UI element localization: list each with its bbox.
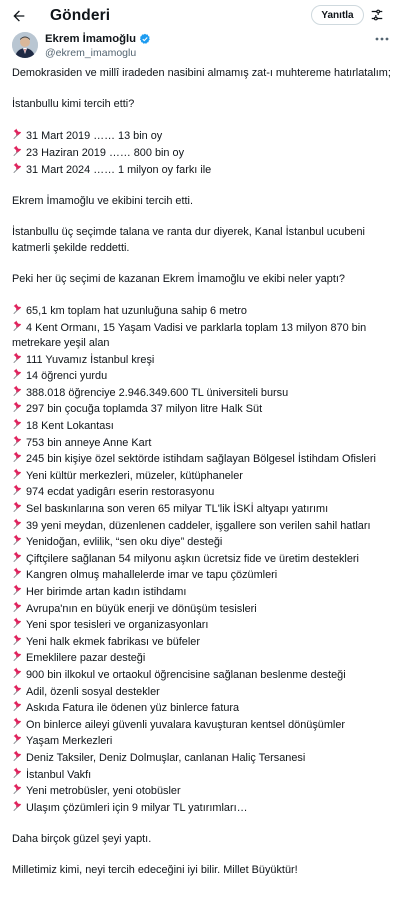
achievement-item-text: Çiftçilere sağlanan 54 milyonu aşkın ücretsiz fide ve üretim destekleri (26, 552, 359, 565)
pushpin-icon (12, 145, 24, 157)
arrow-left-icon (11, 8, 27, 24)
achievement-item-text: 14 öğrenci yurdu (26, 370, 108, 383)
pushpin-icon (12, 601, 24, 613)
achievement-list (12, 303, 392, 816)
top-bar (0, 0, 401, 32)
election-item (12, 145, 392, 162)
achievement-item-text: 18 Kent Lokantası (26, 420, 114, 433)
pushpin-icon (12, 717, 24, 729)
author-name[interactable] (45, 33, 151, 45)
achievement-item (12, 484, 392, 501)
achievement-item-text: 4 Kent Ormanı, 15 Yaşam Vadisi ve parklarla toplam 13 milyon 870 bin metrekare yeşil alan (12, 321, 367, 350)
author-row (0, 30, 401, 64)
tune-button[interactable] (368, 6, 386, 24)
pushpin-icon (12, 352, 24, 364)
achievement-item-text: 388.018 öğrenciye 2.946.349.600 TL üniversiteli bursu (26, 386, 289, 399)
pushpin-icon (12, 750, 24, 762)
pushpin-icon (12, 435, 24, 447)
intro-text: Demokrasiden ve millî iradeden nasibini almamış zat-ı muhtereme hatırlatalım; (12, 67, 391, 79)
achievement-item-text: 753 bin anneye Anne Kart (26, 436, 152, 449)
pushpin-icon (12, 684, 24, 696)
pushpin-icon (12, 534, 24, 546)
achievement-item (12, 435, 392, 452)
achievement-item (12, 320, 392, 352)
achievement-item (12, 617, 392, 634)
pushpin-icon (12, 303, 24, 315)
pushpin-icon (12, 501, 24, 513)
back-button[interactable] (8, 5, 30, 27)
election-item (12, 128, 392, 145)
more-text: Daha birçok güzel şeyi yaptı. (12, 832, 152, 845)
pushpin-icon (12, 700, 24, 712)
pushpin-icon (12, 451, 24, 463)
achievement-item (12, 567, 392, 584)
achievement-item (12, 418, 392, 435)
reply-button[interactable]: Yanıtla (311, 5, 364, 25)
achievement-item-text: On binlerce aileyi güvenli yuvalara kavuşturan kentsel dönüşümler (26, 718, 346, 731)
achievement-item (12, 385, 392, 402)
choice-text: Ekrem İmamoğlu ve ekibini tercih etti. (12, 194, 193, 207)
pushpin-icon (12, 518, 24, 530)
pushpin-icon (12, 401, 24, 413)
more-options-button[interactable] (374, 33, 390, 45)
achievement-item-text: Avrupa'nın en büyük enerji ve dönüşüm tesisleri (26, 602, 257, 615)
achievement-item (12, 684, 392, 701)
achievement-item (12, 767, 392, 784)
pushpin-icon (12, 385, 24, 397)
achievement-item (12, 667, 392, 684)
achievement-item-text: 245 bin kişiye özel sektörde istihdam sağlayan Bölgesel İstihdam Ofisleri (26, 453, 376, 466)
rejection-text: İstanbullu üç seçimde talana ve ranta dur diyerek, Kanal İstanbul ucubeni katmerli şekilde reddetti. (12, 225, 365, 254)
avatar-portrait-icon (12, 32, 38, 58)
pushpin-icon (12, 551, 24, 563)
achievement-item (12, 368, 392, 385)
more-horizontal-icon (375, 37, 389, 41)
achievement-item-text: Yeni metrobüsler, yeni otobüsler (26, 785, 181, 798)
question-text: İstanbullu kimi tercih etti? (12, 98, 135, 111)
achievement-item (12, 717, 392, 734)
election-item (12, 162, 392, 179)
closing-text: Milletimiz kimi, neyi tercih edeceğini iyi bilir. Millet Büyüktür! (12, 864, 298, 877)
pushpin-icon (12, 162, 24, 174)
achievement-item-text: Yaşam Merkezleri (26, 735, 113, 748)
achievement-item (12, 634, 392, 651)
achievement-item (12, 468, 392, 485)
achievement-item-text: 974 ecdat yadigârı eserin restorasyonu (26, 486, 215, 499)
achievement-item-text: Yeni spor tesisleri ve organizasyonları (26, 619, 209, 632)
pushpin-icon (12, 767, 24, 779)
pushpin-icon (12, 484, 24, 496)
achievement-item-text: Kangren olmuş mahallelerde imar ve tapu çözümleri (26, 569, 278, 582)
achievement-item (12, 783, 392, 800)
achievement-item (12, 551, 392, 568)
achievement-item (12, 451, 392, 468)
achievement-item-text: 65,1 km toplam hat uzunluğuna sahip 6 metro (26, 304, 247, 317)
achievement-item-text: 111 Yuvamız İstanbul kreşi (26, 353, 155, 366)
author-name-text: Ekrem İmamoğlu (45, 33, 137, 45)
achievement-item-text: 297 bin çocuğa toplamda 37 milyon litre Halk Süt (26, 403, 263, 416)
election-item-text: 31 Mart 2024 …… 1 milyon oy farkı ile (26, 163, 212, 176)
pushpin-icon (12, 418, 24, 430)
avatar[interactable] (12, 32, 38, 58)
achievement-item (12, 518, 392, 535)
achievement-item (12, 584, 392, 601)
achievement-item-text: Ulaşım çözümleri için 9 milyar TL yatırımları… (26, 801, 248, 814)
achievement-item-text: Emeklilere pazar desteği (26, 652, 146, 665)
pushpin-icon (12, 320, 24, 332)
tweet-text (12, 66, 392, 879)
achievement-item (12, 303, 392, 320)
election-list (12, 128, 392, 178)
achievement-item (12, 750, 392, 767)
pushpin-icon (12, 650, 24, 662)
pushpin-icon (12, 800, 24, 812)
verified-badge-icon (139, 33, 151, 45)
election-item-text: 23 Haziran 2019 …… 800 bin oy (26, 146, 185, 159)
achievement-item-text: 39 yeni meydan, düzenlenen caddeler, işgallere son verilen sahil hatları (26, 519, 371, 532)
achievement-item-text: Yenidoğan, evlilik, “sen oku diye” desteği (26, 536, 223, 549)
author-handle[interactable]: @ekrem_imamoglu (45, 47, 137, 59)
achievement-item-text: Sel baskınlarına son veren 65 milyar TL'lik İSKİ altyapı yatırımı (26, 503, 329, 516)
pushpin-icon (12, 567, 24, 579)
achievement-item (12, 352, 392, 369)
achievement-item (12, 401, 392, 418)
pushpin-icon (12, 617, 24, 629)
achievement-item-text: İstanbul Vakfı (26, 768, 92, 781)
achievement-item (12, 800, 392, 817)
achievement-item (12, 534, 392, 551)
achievement-item-text: Yeni kültür merkezleri, müzeler, kütüphaneler (26, 469, 243, 482)
pushpin-icon (12, 368, 24, 380)
achievement-item (12, 650, 392, 667)
page-title: Gönderi (50, 7, 111, 24)
achievement-item (12, 733, 392, 750)
achievement-item-text: Adil, özenli sosyal destekler (26, 685, 160, 698)
sliders-icon (370, 8, 384, 22)
pushpin-icon (12, 128, 24, 140)
achievement-item (12, 501, 392, 518)
pushpin-icon (12, 733, 24, 745)
pushpin-icon (12, 634, 24, 646)
election-item-text: 31 Mart 2019 …… 13 bin oy (26, 130, 163, 143)
achievement-item-text: Her birimde artan kadın istihdamı (26, 586, 187, 598)
achievement-item-text: Yeni halk ekmek fabrikası ve büfeler (26, 635, 200, 648)
pushpin-icon (12, 468, 24, 480)
achievement-item (12, 601, 392, 618)
pushpin-icon (12, 667, 24, 679)
pushpin-icon (12, 783, 24, 795)
achievement-item-text: 900 bin ilkokul ve ortaokul öğrencisine sağlanan beslenme desteği (26, 668, 346, 681)
achievement-item-text: Deniz Taksiler, Deniz Dolmuşlar, canlanan Haliç Tersanesi (26, 751, 306, 764)
achievement-item-text: Askıda Fatura ile ödenen yüz binlerce fatura (26, 702, 240, 715)
achievement-item (12, 700, 392, 717)
pushpin-icon (12, 584, 24, 596)
question-text-2: Peki her üç seçimi de kazanan Ekrem İmamoğlu ve ekibi neler yaptı? (12, 272, 345, 285)
